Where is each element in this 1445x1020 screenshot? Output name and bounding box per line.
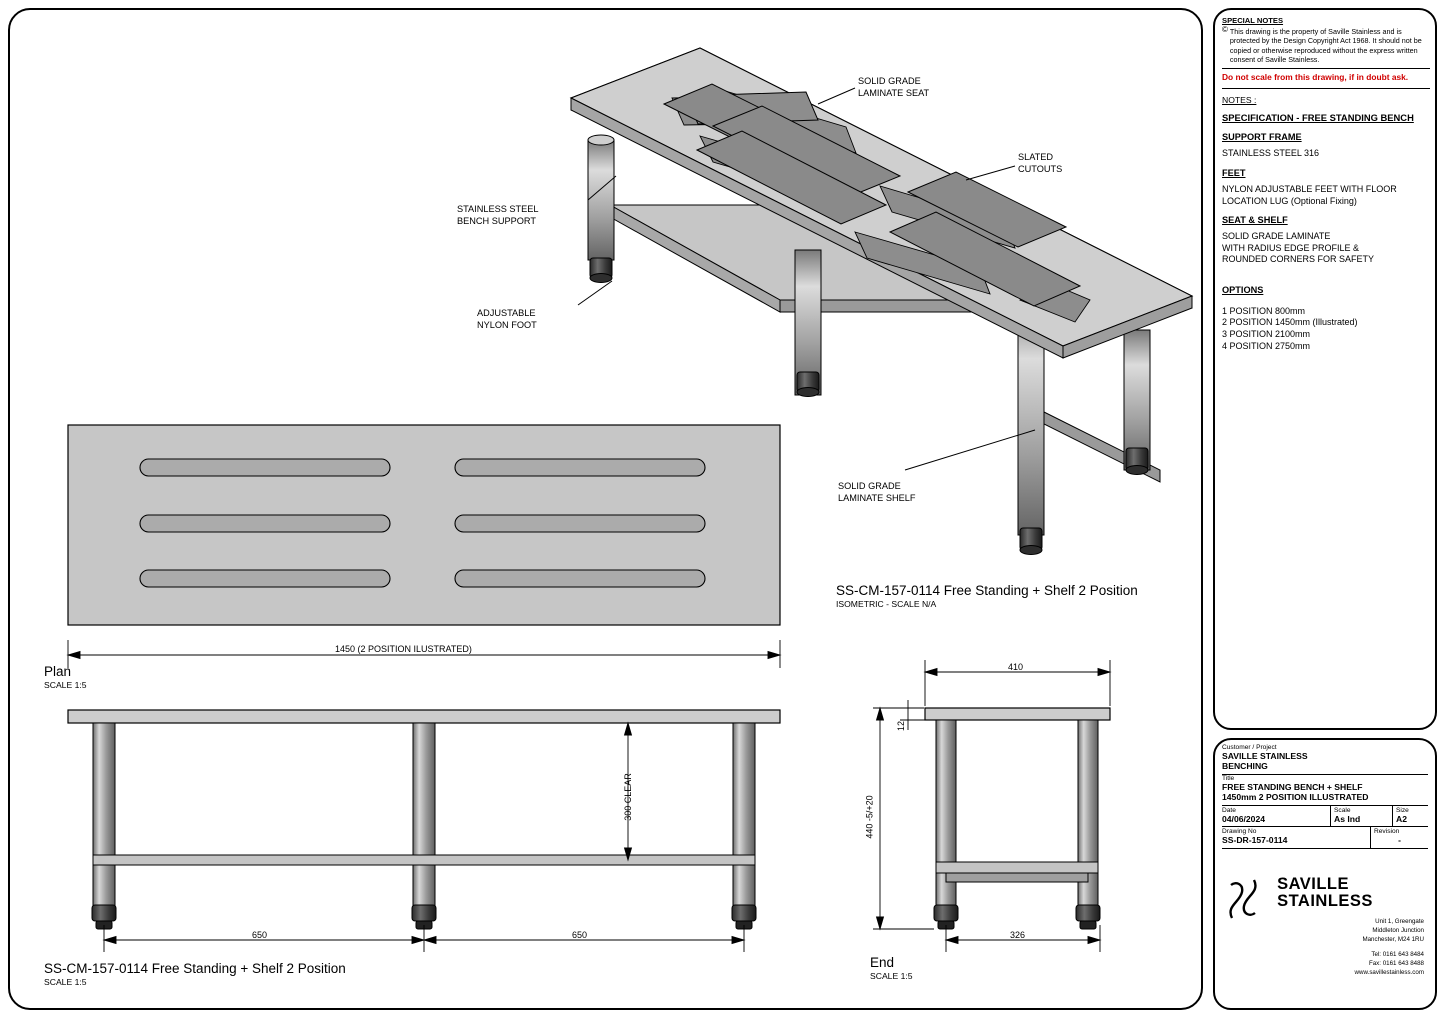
plan-view-caption: Plan SCALE 1:5	[44, 664, 87, 690]
end-dim-top: 410	[1008, 662, 1024, 672]
size-label: Size	[1396, 806, 1409, 814]
title-label: Title	[1222, 774, 1235, 782]
end-dim-thickness: 12	[896, 720, 907, 732]
logo-line-1: SAVILLE	[1277, 875, 1350, 893]
notes-divider-2	[1222, 88, 1430, 89]
company-address: Unit 1, Greengate Middleton Junction Manchester, M24 1RU Tel: 0161 643 8484 Fax: 0161 643 8488 www.savillestainless.com	[1354, 917, 1424, 977]
copyright-text: This drawing is the property of Saville Stainless and is protected by the Design Copyright Act 1968. It should not be copied or otherwise reproduced without the express written consent of Saville Stainless.	[1229, 27, 1422, 65]
section-title-options: OPTIONS	[1222, 284, 1264, 295]
saville-logo-icon	[1222, 876, 1264, 922]
customer-label: Customer / Project	[1222, 744, 1277, 751]
company-logo-block	[1222, 876, 1428, 977]
front-dim-right: 650	[572, 930, 588, 940]
section-body-support-frame: STAINLESS STEEL 316	[1222, 148, 1320, 159]
drawing-no-value: SS-DR-157-0114	[1222, 835, 1288, 846]
front-dim-left: 650	[252, 930, 268, 940]
section-title-seat-shelf: SEAT & SHELF	[1222, 215, 1288, 226]
customer-value: SAVILLE STAINLESS BENCHING	[1222, 751, 1308, 772]
callout-laminate-shelf: SOLID GRADE LAMINATE SHELF	[838, 481, 916, 503]
do-not-scale-warning: Do not scale from this drawing, if in doubt ask.	[1222, 72, 1409, 83]
front-clear-label: 300 CLEAR	[622, 773, 633, 821]
date-label: Date	[1222, 806, 1236, 814]
specification-title: SPECIFICATION - FREE STANDING BENCH	[1222, 111, 1414, 123]
notes-divider-1	[1222, 68, 1430, 69]
revision-value: -	[1398, 835, 1401, 846]
section-title-feet: FEET	[1222, 167, 1246, 178]
section-body-feet: NYLON ADJUSTABLE FEET WITH FLOOR LOCATION LUG (Optional Fixing)	[1222, 184, 1397, 206]
section-body-options: 1 POSITION 800mm 2 POSITION 1450mm (Illustrated) 3 POSITION 2100mm 4 POSITION 2750mm	[1222, 305, 1358, 351]
title-block-divider-4	[1222, 848, 1428, 849]
end-height-dimension	[873, 708, 934, 929]
isometric-view-caption: SS-CM-157-0114 Free Standing + Shelf 2 Position ISOMETRIC - SCALE N/A	[836, 583, 1138, 609]
scale-value: As Ind	[1334, 813, 1361, 824]
end-dim-height: 440 -5/+20	[864, 795, 875, 839]
revision-label: Revision	[1374, 828, 1400, 836]
notes-label: NOTES :	[1222, 94, 1257, 105]
size-value: A2	[1396, 813, 1407, 824]
title-block-row-drawing	[1222, 827, 1428, 847]
notes-panel	[1222, 16, 1430, 352]
front-view-caption: SS-CM-157-0114 Free Standing + Shelf 2 Position SCALE 1:5	[44, 961, 346, 987]
section-title-support-frame: SUPPORT FRAME	[1222, 132, 1302, 143]
scale-label: Scale	[1334, 806, 1351, 814]
special-notes-title: SPECIAL NOTES	[1222, 16, 1284, 25]
callout-nylon-foot: ADJUSTABLE NYLON FOOT	[477, 308, 537, 330]
callout-seat: SOLID GRADE LAMINATE SEAT	[858, 76, 930, 98]
end-dim-bottom: 326	[1010, 930, 1026, 940]
logo-line-2: STAINLESS	[1277, 891, 1373, 910]
callout-bench-support: STAINLESS STEEL BENCH SUPPORT	[457, 204, 539, 226]
title-value: FREE STANDING BENCH + SHELF 1450mm 2 POSITION ILLUSTRATED	[1222, 781, 1369, 803]
drawing-no-label: Drawing No	[1222, 828, 1257, 836]
plan-dimension-label: 1450 (2 POSITION ILUSTRATED)	[335, 644, 472, 654]
copyright-icon: ©	[1222, 25, 1228, 35]
date-value: 04/06/2024	[1222, 813, 1266, 824]
section-body-seat-shelf: SOLID GRADE LAMINATE WITH RADIUS EDGE PROFILE & ROUNDED CORNERS FOR SAFETY	[1222, 231, 1375, 265]
end-view-caption: End SCALE 1:5	[870, 955, 913, 981]
title-block-row-date	[1222, 806, 1428, 826]
callout-slated-cutouts: SLATED CUTOUTS	[1018, 152, 1063, 174]
